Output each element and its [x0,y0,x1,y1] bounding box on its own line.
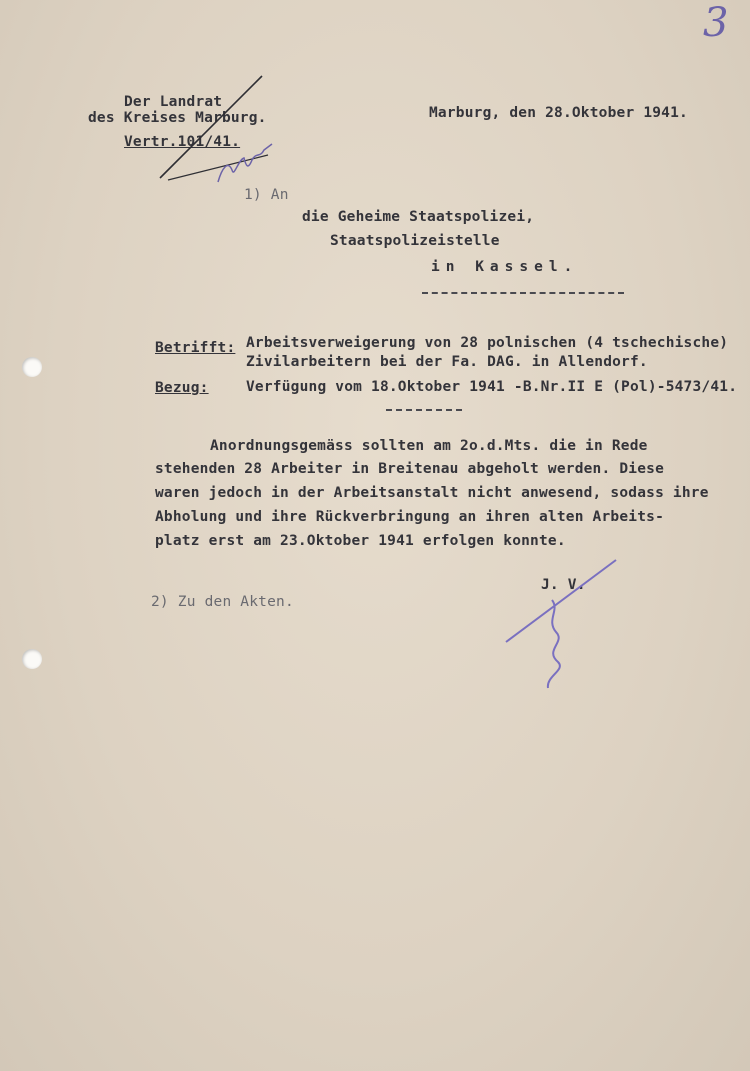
subject-label: Betrifft: [155,340,236,356]
initials-mark [218,144,272,182]
letter-date: Marburg, den 28.Oktober 1941. [429,105,688,121]
pencil-strike-1 [160,76,262,178]
signature-scrawl [548,600,560,688]
recipient-line-1: die Geheime Staatspolizei, [302,209,535,225]
sender-title: Der Landrat [124,94,223,110]
recipient-item-label: 1) An [244,187,289,203]
subject-line-1: Arbeitsverweigerung von 28 polnischen (4 tschechische) [246,335,729,351]
reference-label: Bezug: [155,380,209,396]
subject-line-2: Zivilarbeitern bei der Fa. DAG. in Allendorf. [246,354,648,370]
signature-stroke [506,560,616,642]
body-line: Abholung und ihre Rückverbringung an ihren alten Arbeits- [155,509,664,525]
body-line: stehenden 28 Arbeiter in Breitenau abgeholt werden. Diese [155,461,664,477]
recipient-line-2: Staatspolizeistelle [330,233,500,249]
closing-item-label: 2) Zu den Akten. [151,594,294,610]
body-line: platz erst am 23.Oktober 1941 erfolgen konnte. [155,533,566,549]
sign-off: J. V. [541,577,586,593]
body-line: waren jedoch in der Arbeitsanstalt nicht anwesend, sodass ihre [155,485,709,501]
reference-text: Verfügung vom 18.Oktober 1941 -B.Nr.II E (Pol)-5473/41. [246,379,738,395]
sender-reference: Vertr.101/41. [124,134,241,150]
body-line: Anordnungsgemäss sollten am 2o.d.Mts. die in Rede [210,438,648,454]
sender-district: des Kreises Marburg. [88,110,267,126]
recipient-line-3: in Kassel. [431,259,579,275]
page-number: 3 [703,0,729,46]
